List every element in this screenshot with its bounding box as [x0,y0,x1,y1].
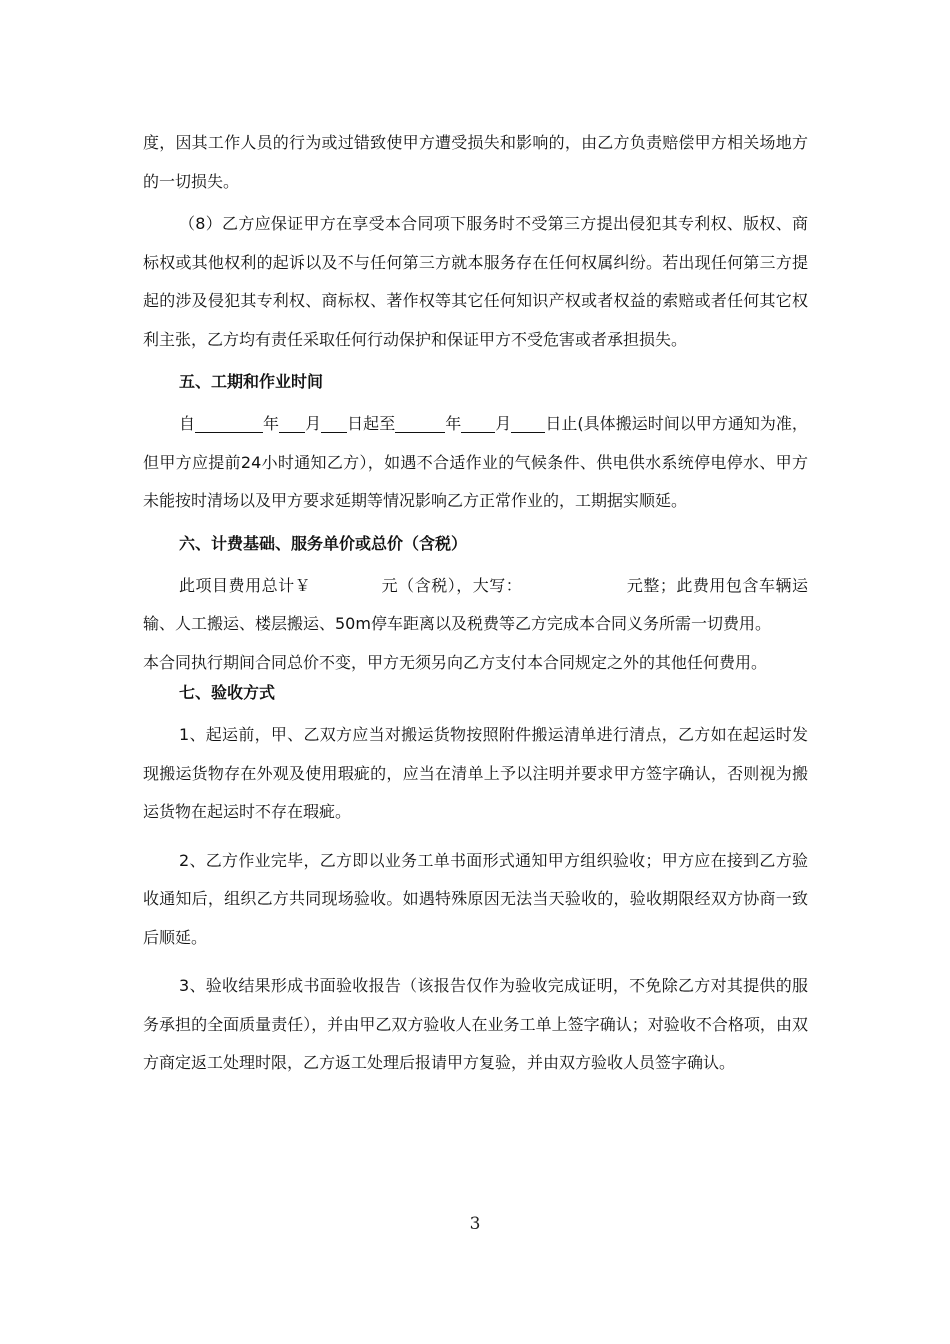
document-page [143,124,808,1083]
blank-start-day[interactable] [321,414,347,433]
section-heading-acceptance: 七、验收方式 [179,683,276,702]
text-day-end: 日止( [545,414,584,433]
text-month: 月 [305,414,322,433]
paragraph-ip-guarantee: （8）乙方应保证甲方在享受本合同项下服务时不受第三方提出侵犯其专利权、版权、商标权或其他权利的起诉以及不与任何第三方就本服务存在任何权属纠纷。若出现任何第三方提起的涉及侵犯其专利权、商标权、著作权等其它任何知识产权或者权益的索赔或者任何其它权利主张，乙方均有责任采取任何行动保护和保证甲方不受危害或者承担损失。 [143,214,808,349]
text-month-2: 月 [495,414,512,433]
section-heading-pricing: 六、计费基础、服务单价或总价（含税） [179,533,468,553]
acceptance-item-1: 1、起运前，甲、乙双方应当对搬运货物按照附件搬运清单进行清点，乙方如在起运时发现搬运货物存在外观及使用瑕疵的，应当在清单上予以注明并要求甲方签字确认，否则视为搬运货物在起运时不存在瑕疵。 [143,725,808,821]
text-schedule-details: 具体搬运时间以甲方通知为准，但甲方应提前24小时通知乙方），如遇不合适作业的气候条件、供电供水系统停电停水、甲方未能按时清场以及甲方要求延期等情况影响乙方正常作业的，工期据实顺延。 [143,414,808,510]
acceptance-item-3: 3、验收结果形成书面验收报告（该报告仅作为验收完成证明，不免除乙方对其提供的服务承担的全面质量责任），并由甲乙双方验收人在业务工单上签字确认；对验收不合格项，由双方商定返工处理时限，乙方返工处理后报请甲方复验，并由双方验收人员签字确认。 [143,976,808,1072]
page-number: 3 [469,1214,481,1234]
text-total-cost: 此项目费用总计￥ [179,575,312,595]
paragraph-fixed-price: 本合同执行期间合同总价不变，甲方无须另向乙方支付本合同规定之外的其他任何费用。 [143,652,768,672]
acceptance-item-2: 2、乙方作业完毕，乙方即以业务工单书面形式通知甲方组织验收；甲方应在接到乙方验收通知后，组织乙方共同现场验收。如遇特殊原因无法当天验收的，验收期限经双方协商一致后顺延。 [143,850,808,947]
text-year: 年 [263,414,280,433]
text-pricing-details: 元整；此费用包含车辆运输、人工搬运、楼层搬运、50m停车距离以及税费等乙方完成本合同义务所需一切费用。 [143,575,808,633]
text-yuan-tax: 元（含税），大写： [381,575,523,595]
text-day-until: 日起至 [347,414,396,433]
blank-end-month[interactable] [461,414,495,433]
blank-start-month[interactable] [279,414,305,433]
blank-end-day[interactable] [511,414,545,433]
text-from: 自 [179,414,196,433]
blank-end-year[interactable] [395,414,445,433]
section-heading-schedule: 五、工期和作业时间 [179,372,324,391]
text-year-2: 年 [445,414,462,433]
blank-start-year[interactable] [195,414,263,433]
paragraph-pricing [143,567,808,644]
paragraph-damages: 度，因其工作人员的行为或过错致使甲方遭受损失和影响的，由乙方负责赔偿甲方相关场地方的一切损失。 [143,133,808,191]
paragraph-schedule [143,405,808,521]
